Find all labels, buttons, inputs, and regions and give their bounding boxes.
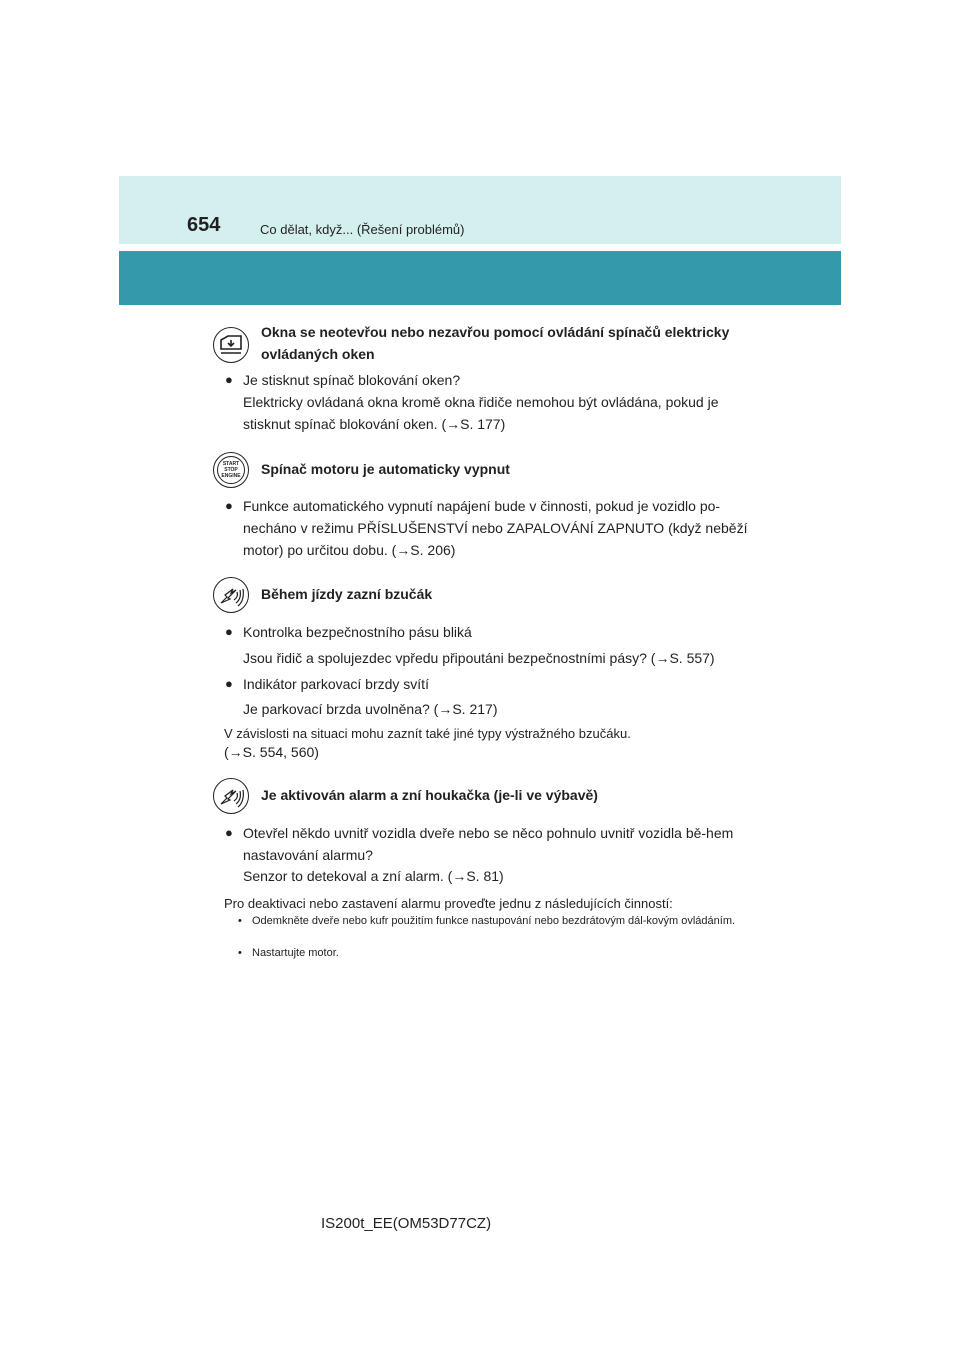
windows-question: Je stisknut spínač blokování oken? (243, 372, 461, 388)
section-title-alarm: Je aktivován alarm a zní houkačka (je-li ve výbavě) (261, 787, 598, 803)
start-stop-engine-icon (213, 452, 249, 488)
alarm-item1-detail: Senzor to detekoval a zní alarm. (→S. 81) (243, 868, 504, 884)
buzzer-item1: Kontrolka bezpečnostního pásu bliká (243, 624, 472, 640)
alarm-sub2: Nastartujte motor. (252, 947, 339, 959)
section-title-buzzer: Během jízdy zazní bzučák (261, 586, 433, 602)
alarm-horn-icon (213, 778, 249, 814)
bullet: ● (225, 372, 233, 387)
running-title: Co dělat, když... (Řešení problémů) (260, 222, 465, 237)
bullet: ● (225, 498, 233, 513)
page-number: 654 (187, 214, 221, 236)
document-code: IS200t_EE(OM53D77CZ) (321, 1215, 492, 1232)
engine-text: Funkce automatického vypnutí napájení bude v činnosti, pokud je vozidlo po-necháno v režimu PŘÍSLUŠENSTVÍ nebo ZAPALOVÁNÍ ZAPNUTO (když neběží motor) po určitou dobu. (→S. 206) (243, 498, 748, 558)
engine-icon-text-engine: ENGINE (221, 473, 241, 479)
alarm-note: Pro deaktivaci nebo zastavení alarmu proveďte jednu z následujících činností: (224, 896, 673, 911)
sub-bullet: • (238, 915, 242, 927)
section-title-windows: Okna se neotevřou nebo nezavřou pomocí ovládání spínačů elektricky ovládaných oken (261, 324, 730, 362)
engine-icon-text-start: START (222, 461, 240, 467)
bullet: ● (225, 825, 233, 840)
power-window-icon (213, 327, 249, 363)
engine-button-face (217, 456, 245, 484)
section-title-engine: Spínač motoru je automaticky vypnut (261, 461, 510, 477)
buzzer-item1-detail: Jsou řidič a spolujezdec vpředu připoutáni bezpečnostními pásy? (→S. 557) (243, 650, 715, 666)
engine-icon-text-stop: STOP (224, 467, 238, 473)
alarm-item1: Otevřel někdo uvnitř vozidla dveře nebo se něco pohnulo uvnitř vozidla bě-hem nastavování alarmu? (243, 825, 734, 863)
alarm-sub1: Odemkněte dveře nebo kufr použitím funkce nastupování nebo bezdrátovým dál-kovým ovládáním. (252, 915, 736, 927)
bullet: ● (225, 624, 233, 639)
bullet: ● (225, 676, 233, 691)
warning-buzzer-icon (213, 577, 249, 613)
buzzer-note: V závislosti na situaci mohu zaznít také jiné typy výstražného bzučáku. (224, 726, 631, 741)
buzzer-item2-detail: Je parkovací brzda uvolněna? (→S. 217) (243, 701, 498, 717)
buzzer-item2: Indikátor parkovací brzdy svítí (243, 676, 429, 692)
sub-bullet: • (238, 947, 242, 959)
windows-answer: Elektricky ovládaná okna kromě okna řidiče nemohou být ovládána, pokud je stisknut spínač blokování oken. (→S. 177) (243, 394, 719, 432)
buzzer-note-ref: (→S. 554, 560) (224, 744, 319, 760)
